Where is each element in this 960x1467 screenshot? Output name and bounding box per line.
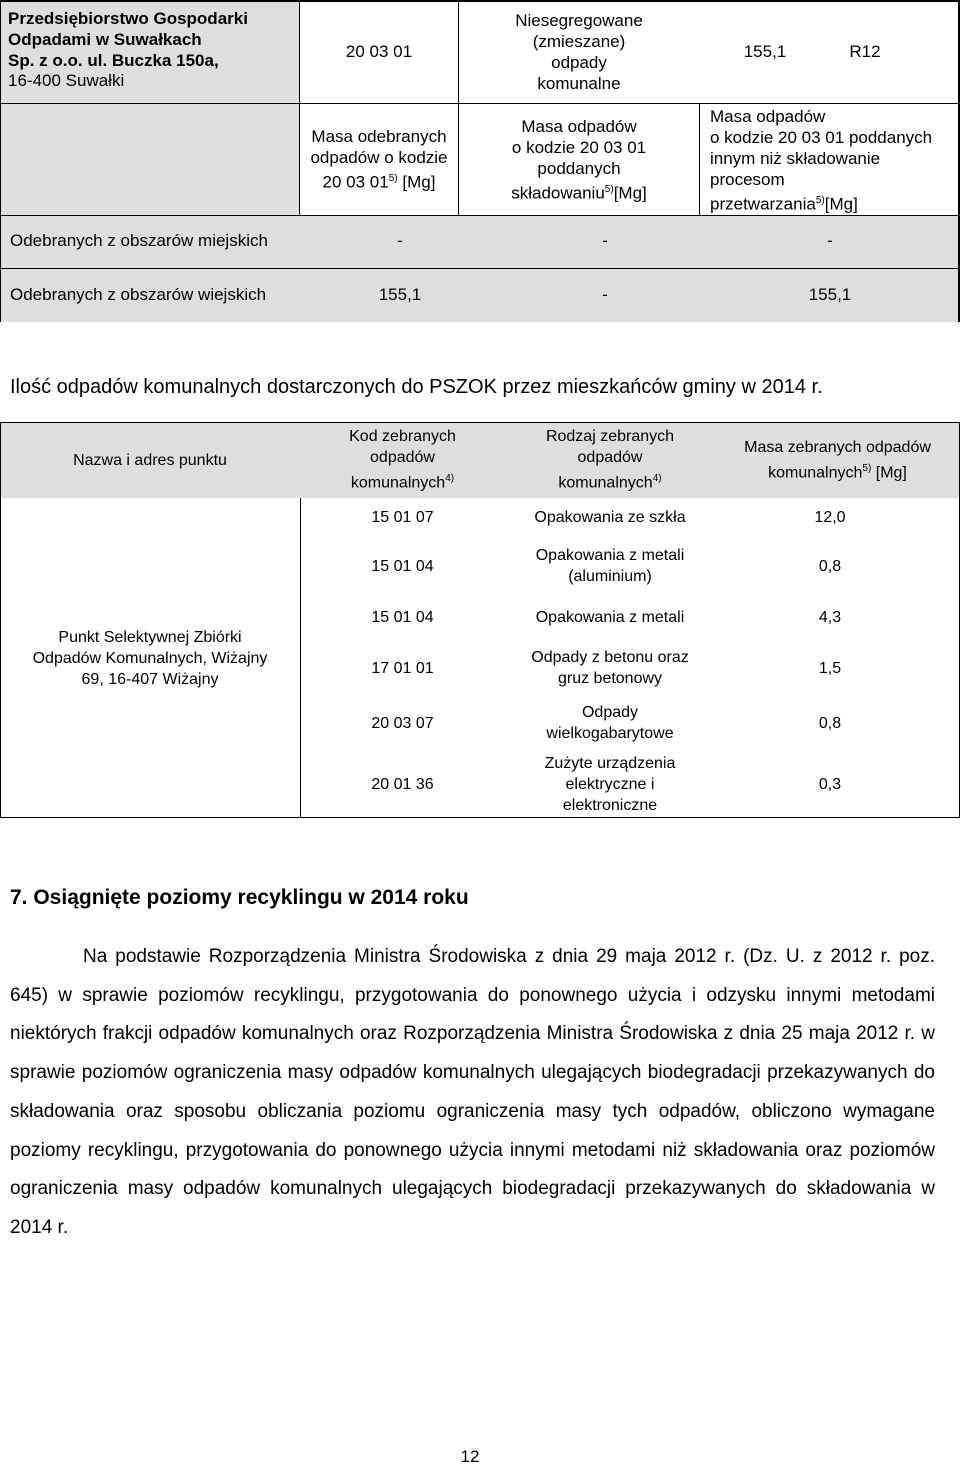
waste-type: Niesegregowane (zmieszane) odpady komunalne <box>515 10 643 93</box>
row-mass: 0,8 <box>818 557 842 575</box>
row-rural-landfilled: - <box>602 284 608 304</box>
row-type: Odpady wielkogabarytowe <box>546 704 674 742</box>
row-rural-processed: 155,1 <box>808 284 852 304</box>
border <box>0 422 1 818</box>
section-heading: 7. Osiągnięte poziomy recyklingu w 2014 roku <box>10 886 469 909</box>
company-name: Przedsiębiorstwo Gospodarki Odpadami w Suwałkach Sp. z o.o. ul. Buczka 150a, 16-400 Suwałki <box>8 9 248 90</box>
page-number: 12 <box>460 1447 480 1466</box>
row-code: 15 01 04 <box>371 557 434 575</box>
paragraph-text: Na podstawie Rozporządzenia Ministra Środowiska z dnia 29 maja 2012 r. (Dz. U. z 2012 r. poz. 645) w sprawie poziomów recyklingu, przygotowania do ponownego użycia i odzysku innymi metodami niektórych frakcji odpadów komunalnych oraz Rozporządzenia Ministra Środowiska z dnia 25 maja 2012 r. w sprawie poziomów ograniczenia masy odpadów komunalnych ulegających biodegradacji przekazywanych do składowania oraz sposobu obliczania poziomu ograniczenia masy tych odpadów, obliczono wymagane poziomy recyklingu, przygotowania do ponownego użycia innymi metodami niż składowania oraz poziomów ograniczenia masy odpadów komunalnych ulegających biodegradacji przekazywanych do składowania w 2014 r. <box>10 946 935 1238</box>
row-code: 15 01 07 <box>371 508 434 526</box>
process-code: R12 <box>849 42 881 61</box>
row-urban-processed: - <box>827 230 833 250</box>
row-urban-collected: - <box>397 230 403 250</box>
border <box>0 103 960 104</box>
row-urban-landfilled: - <box>602 230 608 250</box>
col-header-processed-mass: Masa odpadów o kodzie 20 03 01 poddanych innym niż składowanie procesom przetwarzania$^{5)}$[Mg] <box>710 107 933 214</box>
row-rural-label: Odebranych z obszarów wiejskich <box>10 285 267 304</box>
row-mass: 0,8 <box>818 714 842 732</box>
border <box>699 104 700 215</box>
header-type: Rodzaj zebranych odpadów komunalnych$^{4)}$ <box>545 428 675 492</box>
row-code: 17 01 01 <box>371 659 434 677</box>
border <box>0 268 960 269</box>
row-urban-label: Odebranych z obszarów miejskich <box>10 231 268 250</box>
border <box>300 498 301 818</box>
row-type: Opakowania z metali <box>535 608 685 626</box>
header-point: Nazwa i adres punktu <box>73 451 227 469</box>
collected-mass: 155,1 <box>743 42 787 61</box>
header-code: Kod zebranych odpadów komunalnych$^{4)}$ <box>349 428 456 492</box>
border <box>0 422 960 423</box>
row-type: Zużyte urządzenia elektryczne i elektroniczne <box>544 754 676 814</box>
col-header-collected-mass: Masa odebranych odpadów o kodzie 20 03 01$^{5)}$ [Mg] <box>310 127 448 192</box>
row-mass: 4,3 <box>818 608 842 626</box>
border <box>0 0 960 2</box>
pszok-table <box>0 422 960 818</box>
row-code: 15 01 04 <box>371 608 434 626</box>
waste-collection-table <box>0 0 960 322</box>
col-header-landfilled-mass: Masa odpadów o kodzie 20 03 01 poddanych składowaniu$^{5)}$[Mg] <box>511 116 647 203</box>
waste-code: 20 03 01 <box>345 42 413 61</box>
header-mass: Masa zebranych odpadów komunalnych$^{5)}$ [Mg] <box>744 438 931 482</box>
row-type: Odpady z betonu oraz gruz betonowy <box>531 649 689 687</box>
pszok-table-title: Ilość odpadów komunalnych dostarczonych do PSZOK przez mieszkańców gminy w 2014 r. <box>10 376 823 398</box>
border <box>0 0 1 322</box>
border <box>458 0 459 215</box>
row-mass: 0,3 <box>818 775 842 793</box>
border <box>0 817 960 818</box>
row-mass: 1,5 <box>818 659 842 677</box>
row-mass: 12,0 <box>814 508 846 526</box>
border <box>0 215 960 216</box>
row-type: Opakowania z metali (aluminium) <box>535 547 685 585</box>
border <box>299 0 300 215</box>
row-code: 20 01 36 <box>371 775 434 793</box>
row-type: Opakowania ze szkła <box>534 508 686 526</box>
collection-point: Punkt Selektywnej Zbiórki Odpadów Komunalnych, Wiżajny 69, 16-407 Wiżajny <box>32 628 268 688</box>
row-rural-collected: 155,1 <box>378 284 422 304</box>
row-code: 20 03 07 <box>371 714 434 732</box>
section-paragraph <box>10 938 935 1248</box>
